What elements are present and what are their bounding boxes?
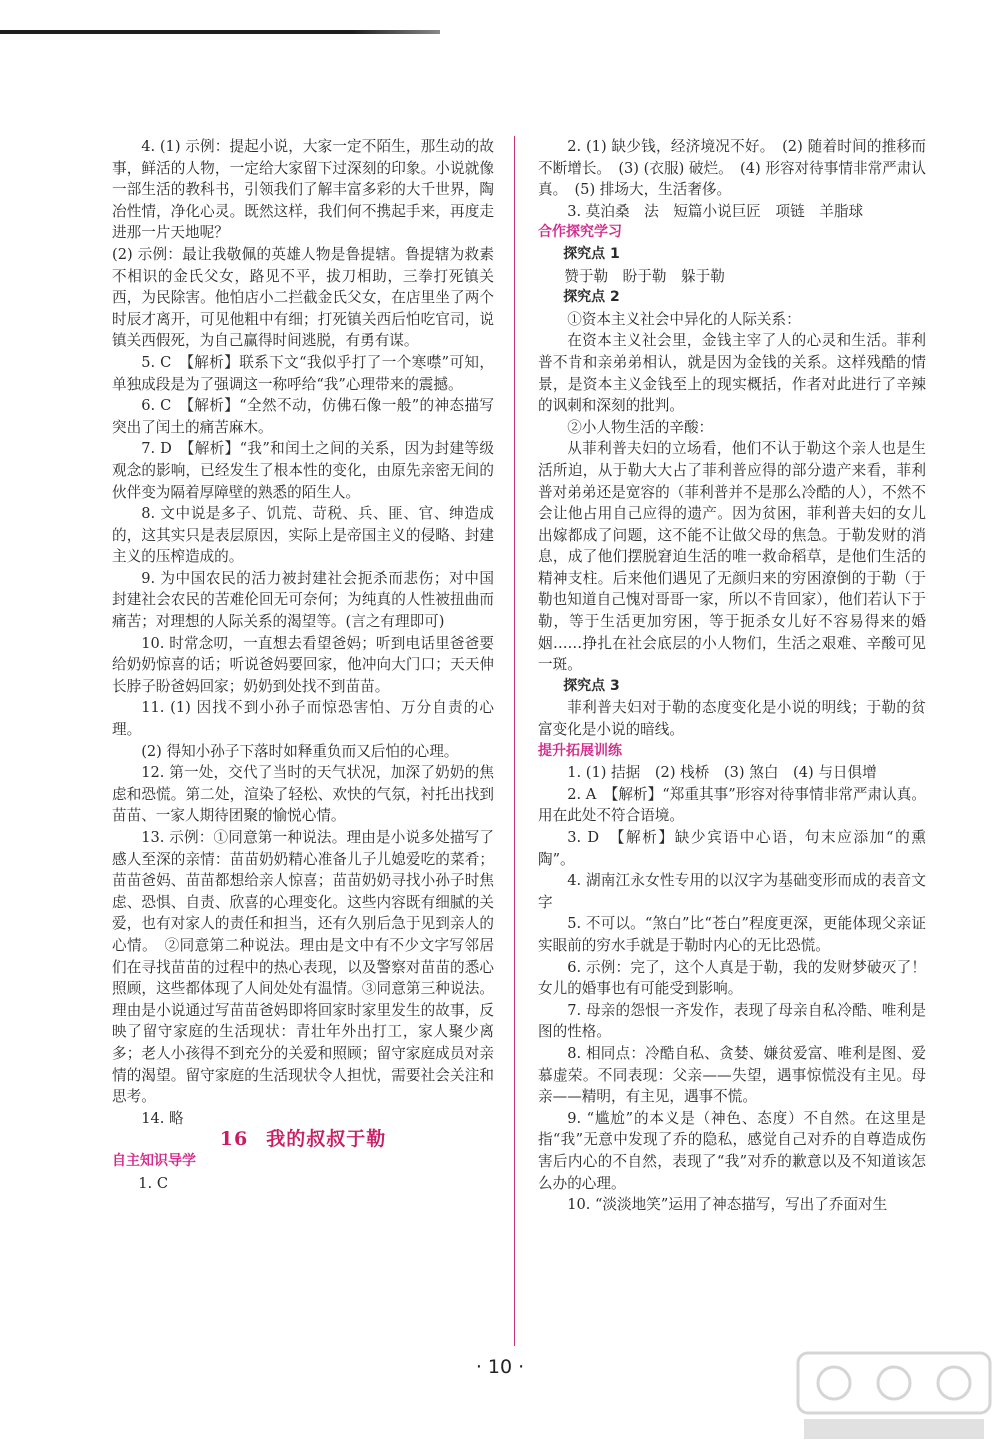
answer-paragraph: 7. D 【解析】“我”和闰土之间的关系，因为封建等级观念的影响，已经发生了根本性的变化，由原先亲密无间的伙伴变为隔着厚障壁的熟悉的陌生人。: [112, 440, 494, 501]
answer-paragraph: ②小人物生活的辛酸：: [567, 418, 714, 436]
lesson-name: 我的叔叔于勒: [266, 1128, 387, 1151]
answer-paragraph: 菲利普夫妇对于勒的态度变化是小说的明线；于勒的贫富变化是小说的暗线。: [538, 699, 926, 739]
answer-paragraph: 在资本主义社会里，金钱主宰了人的心灵和生活。菲利普不肯和亲弟弟相认，就是因为金钱的关系。这样残酷的情景，是资本主义金钱至上的现实概括，作者对此进行了辛辣的讽刺和深刻的批判。: [538, 332, 926, 415]
answer-paragraph: 6. 示例：完了，这个人真是于勒，我的发财梦破灭了！女儿的婚事也有可能受到影响。: [538, 958, 926, 998]
answer-paragraph: 12. 第一处，交代了当时的天气状况，加深了奶奶的焦虑和恐慌。第二处，渲染了轻松、欢快的气氛，衬托出找到苗苗、一家人期待团聚的愉悦心情。: [112, 764, 494, 825]
subsection-heading: 探究点 2: [563, 289, 620, 306]
answer-paragraph: 9. 为中国农民的活力被封建社会扼杀而悲伤；对中国封建社会农民的苦难伦回无可奈何；为纯真的人性被扭曲而痛苦；对理想的人际关系的渴望等。(言之有理即可): [112, 569, 494, 631]
answer-paragraph: 从菲利普夫妇的立场看，他们不认于勒这个亲人也是生活所迫，从于勒大大占了菲利普应得的部分遗产来看，菲利普对弟弟还是宽容的（菲利普并不是那么冷酷的人），不然不会让他占用自己应得的遗产。因为贫困，菲利普夫妇的女儿出嫁都成了问题，这不能不让做父母的焦急。于勒发财的消息，成了他们摆脱窘迫生活的唯一救命稻草，是他们生活的精神支柱。后来他们遇见了无颜归来的穷困潦倒的于勒（于勒也知道自己愧对哥哥一家，所以不肯回家），他们若认下于勒，等于生活更加穷困，等于扼杀女儿好不容易得来的婚姻……挣扎在社会底层的小人物们，生活之艰难、辛酸可见一斑。: [538, 440, 926, 674]
answer-paragraph: 8. 相同点：冷酷自私、贪婪、嫌贫爱富、唯利是图、爱慕虚荣。不同表现：父亲——失望，遇事惊慌没有主见。母亲——精明，有主见，遇事不慌。: [538, 1044, 926, 1106]
answer-paragraph: 6. C 【解析】“全然不动，仿佛石像一般”的神态描写突出了闰土的痛苦麻木。: [112, 397, 494, 436]
answer-paragraph: 5. 不可以。“煞白”比“苍白”程度更深，更能体现父亲证实眼前的穷水手就是于勒时内心的无比恐慌。: [538, 915, 926, 954]
section-heading: 合作探究学习: [538, 224, 622, 241]
answer-paragraph: 2. (1) 缺少钱，经济境况不好。 (2) 随着时间的推移而不断增长。 (3) (衣服) 破烂。 (4) 形容对待事情非常严肃认真。 (5) 排场大，生活奢侈。: [538, 138, 926, 199]
answer-paragraph: 3. D 【解析】缺少宾语中心语，句末应添加“的熏陶”。: [538, 829, 926, 868]
answer-paragraph: 4. (1) 示例：提起小说，大家一定不陌生，那生动的故事，鲜活的人物，一定给大家留下过深刻的印象。小说就像一部生活的教科书，引领我们了解丰富多彩的大千世界，陶冶性情，净化心灵。既然这样，我们何不携起手来，再度走进那一片天地呢？: [112, 138, 494, 242]
answer-paragraph: (2) 示例：最让我敬佩的英雄人物是鲁提辖。鲁提辖为救素不相识的金氏父女，路见不平，拔刀相助，三拳打死镇关西，为民除害。他怕店小二拦截金氏父女，在店里坐了两个时辰才离开，可见他粗中有细；打死镇关西后怕吃官司，说镇关西假死，为自己赢得时间逃脱，有勇有谋。: [112, 245, 494, 350]
answer-paragraph: 7. 母亲的怨恨一齐发作，表现了母亲自私冷酷、唯利是图的性格。: [538, 1001, 926, 1041]
answer-paragraph: (2) 得知小孙子下落时如释重负而又后怕的心理。: [141, 742, 459, 760]
answer-paragraph: ①资本主义社会中异化的人际关系：: [567, 310, 801, 328]
subsection-heading: 探究点 3: [563, 677, 620, 694]
top-rule: [0, 30, 440, 34]
lesson-title: [112, 1129, 494, 1151]
page-number: · 10 ·: [475, 1356, 525, 1378]
lesson-number: 16: [219, 1128, 249, 1151]
answer-paragraph: 8. 文中说是多子、饥荒、苛税、兵、匪、官、绅造成的，这其实只是表层原因，实际上是帝国主义的侵略、封建主义的压榨造成的。: [112, 505, 494, 566]
section-heading: 自主知识导学: [112, 1152, 196, 1169]
section-heading: 提升拓展训练: [538, 742, 622, 759]
answer-paragraph: 10. “淡淡地笑”运用了神态描写，写出了乔面对生: [567, 1196, 888, 1214]
answer-paragraph: 10. 时常念叨，一直想去看望爸妈；听到电话里爸爸要给奶奶惊喜的话；听说爸妈要回家，他冲向大门口；天天伸长脖子盼爸妈回家；奶奶到处找不到苗苗。: [112, 634, 494, 695]
answer-paragraph: 4. 湖南江永女性专用的以汉字为基础变形而成的表音文字: [538, 872, 926, 911]
answer-paragraph: 1. (1) 拮据 (2) 栈桥 (3) 煞白 (4) 与日俱增: [567, 764, 877, 782]
column-divider: [514, 136, 515, 1346]
subsection-heading: 探究点 1: [563, 245, 620, 262]
answer-paragraph: 1. C: [138, 1174, 168, 1192]
watermark-logo-icon: [794, 1349, 994, 1445]
answer-paragraph: 3. 莫泊桑 法 短篇小说巨匠 项链 羊脂球: [567, 202, 864, 220]
answer-paragraph: 13. 示例：①同意第一种说法。理由是小说多处描写了感人至深的亲情：苗苗奶奶精心准备儿子儿媳爱吃的菜肴；苗苗爸妈、苗苗都想给亲人惊喜；苗苗奶奶寻找小孙子时焦虑、恐惧、自责、欣喜的心理变化。这些内容既有细腻的关爱，也有对家人的责任和担当，还有久别后急于见到亲人的心情。 ②同意第二种说法。理由是文中有不少文字写邻居们在寻找苗苗的过程中的热心表现，以及警察对苗苗的悉心照顾，这些都体现了人间处处有温情。③同意第三种说法。理由是小说通过写苗苗爸妈即将回家时家里发生的故事，反映了留守家庭的生活现状：青壮年外出打工，家人聚少离多；老人小孩得不到充分的关爱和照顾；留守家庭成员对亲情的渴望。留守家庭的生活现状令人担忧，需要社会关注和思考。: [112, 829, 494, 1106]
answer-paragraph: 14. 略: [141, 1109, 184, 1127]
answer-paragraph: 赞于勒 盼于勒 躲于勒: [564, 267, 725, 285]
answer-paragraph: 5. C 【解析】联系下文“我似乎打了一个寒噤”可知，单独成段是为了强调这一称呼给“我”心理带来的震撼。: [112, 353, 494, 393]
left-column: [112, 136, 494, 1194]
right-column: [538, 136, 926, 1216]
answer-paragraph: 2. A 【解析】“郑重其事”形容对待事情非常严肃认真。用在此处不符合语境。: [538, 785, 926, 825]
answer-paragraph: 11. (1) 因找不到小孙子而惊恐害怕、万分自责的心理。: [112, 699, 494, 739]
answer-paragraph: 9. “尴尬”的本义是（神色、态度）不自然。在这里是指“我”无意中发现了乔的隐私，感觉自己对乔的自尊造成伤害后内心的不自然，表现了“我”对乔的歉意以及不知道该怎么办的心理。: [538, 1109, 926, 1192]
